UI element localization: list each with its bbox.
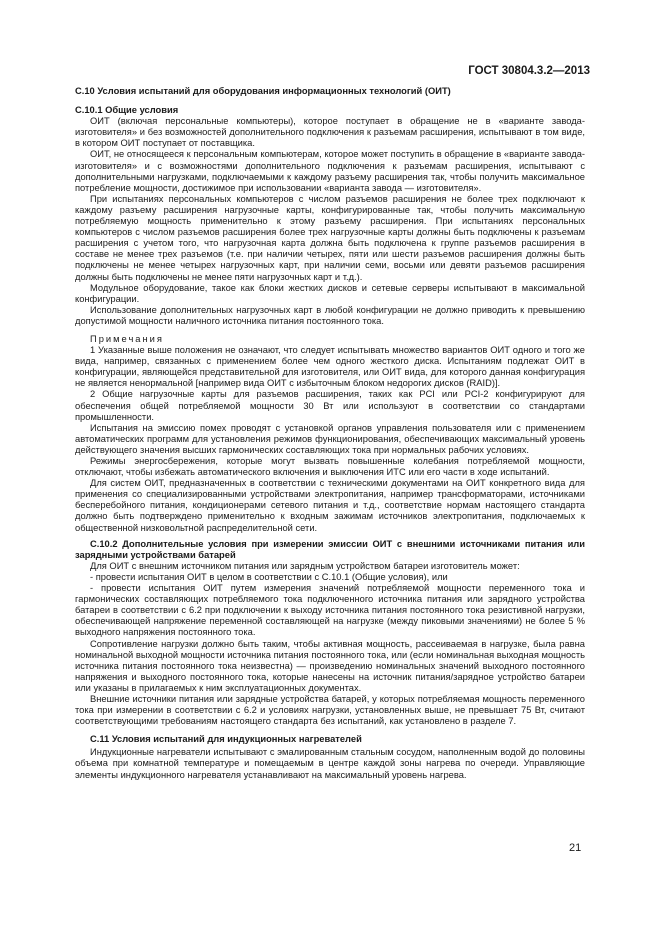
paragraph: ОИТ (включая персональные компьютеры), которое поступает в обращение не в «варианте завода-изготовителя» и без возможностей дополнительного подключения к разъемам расширения, испытывают в том виде, в котором ОИТ поступает от поставщика. <box>75 116 585 149</box>
list-item: - провести испытания ОИТ в целом в соответствии с С.10.1 (Общие условия), или <box>90 571 448 582</box>
paragraph: Для систем ОИТ, предназначенных в соответствии с техническими документами на ОИТ конкретного вида для применения со специализированными устройствами электропитания, например трансформаторами, источниками бесперебойного питания, кондиционерами сетевого питания и т.д., соответствие нормам настоящего стандарта должно быть подтверждено применительно к входным зажимам источников электропитания, подключаемых к общественной низковольтной распределительной сети. <box>75 478 585 533</box>
section-heading-c10-2: С.10.2 Дополнительные условия при измерении эмиссии ОИТ с внешними источниками питания или зарядными устройствами батарей <box>75 538 585 560</box>
document-body <box>75 86 585 781</box>
paragraph: Использование дополнительных нагрузочных карт в любой конфигурации не должно приводить к превышению допустимой мощности наличного источника питания постоянного тока. <box>75 304 585 326</box>
paragraph: Модульное оборудование, такое как блоки жестких дисков и сетевые серверы испытывают в максимальной конфигурации. <box>75 282 585 304</box>
notes-title: Примечания <box>90 333 164 344</box>
paragraph: Режимы энергосбережения, которые могут вызвать повышенные колебания потребляемой мощности, отключают, чтобы избежать автоматического включения и выключения ИТС или его части в ходе испытаний. <box>75 456 585 478</box>
section-heading-c10-1: С.10.1 Общие условия <box>75 105 179 116</box>
paragraph: Сопротивление нагрузки должно быть таким, чтобы активная мощность, рассеиваемая в нагрузке, была равна номинальной выходной мощности источника питания постоянного тока, или (если номинальная выходная мощность источника питания постоянного тока неизвестна) — произведению номинальных значений выходного постоянного напряжения и выходного постоянного тока, которые нанесены на источник питания/зарядное устройство батареи или указаны в прилагаемых к ним эксплуатационных документах. <box>75 638 585 693</box>
paragraph: Индукционные нагреватели испытывают с эмалированным стальным сосудом, наполненным водой до половины объема при комнатной температуре и помещаемым в центре каждой зоны нагрева по очереди. Управляющие элементы индукционного нагревателя устанавливают на максимальный уровень нагрева. <box>75 747 585 780</box>
section-heading-c11: С.11 Условия испытаний для индукционных нагревателей <box>90 734 362 745</box>
paragraph: Для ОИТ с внешним источником питания или зарядным устройством батареи изготовитель может: <box>90 560 520 571</box>
paragraph: При испытаниях персональных компьютеров с числом разъемов расширения не более трех подключают к каждому разъему расширения нагрузочные карты, конфигурированные так, чтобы получить максимальную потребляемую мощность применительно к этому разъему расширения. При испытаниях персональных компьютеров с числом разъемов расширения более трех нагрузочные карты должны быть подключены к разъемам расширения с учетом того, что нагрузочная карта должна быть подключена к группе разъемов расширения в составе не менее трех разъемов (т.е. при наличии четырех, пяти или шести разъемов расширения должны быть подключены не менее четырех нагрузочных карт, при наличии семи, восьми или девяти разъемов расширения должны быть подключены не менее пяти нагрузочных карт и т.д.). <box>75 193 585 282</box>
note-paragraph: 1 Указанные выше положения не означают, что следует испытывать множество вариантов ОИТ одного и того же вида, например, связанных с применением более чем одного жесткого диска. Испытаниям подлежат ОИТ в конфигурации, являющейся представительной для изготовителя, или ОИТ вида, для которого данная конфигурация не является ненормальной [например вида ОИТ с избыточным блоком недорогих дисков (RAID)]. <box>75 345 585 389</box>
standard-code-header: ГОСТ 30804.3.2—2013 <box>468 65 590 77</box>
paragraph: Испытания на эмиссию помех проводят с установкой органов управления пользователя или с применением автоматических программ для установления режимов функционирования, обеспечивающих максимальный уровень действующего значения высших гармонических составляющих тока при нормальных рабочих условиях. <box>75 422 585 455</box>
paragraph: Внешние источники питания или зарядные устройства батарей, у которых потребляемая мощность переменного тока при измерении в соответствии с 6.2 и условиях нагрузки, установленных выше, не превышает 75 Вт, считают соответствующими требованиям настоящего стандарта без испытаний, как установлено в разделе 7. <box>75 693 585 727</box>
note-paragraph: 2 Общие нагрузочные карты для разъемов расширения, таких как PCI или PCI-2 конфигурируют для обеспечения общей потребляемой мощности 30 Вт или используют в соответствии со стандартами промышленности. <box>75 389 585 422</box>
list-item: - провести испытания ОИТ путем измерения значений потребляемой мощности переменного тока и гармонических составляющих потребляемого тока подключенного источника питания или зарядного устройства батареи в соответствии с 6.2 при подключении к выходу источника питания постоянного тока резистивной нагрузки, обеспечивающей напряжение переменной составляющей на нагрузке (между пиковыми значениями) не более 5 % выходного напряжения постоянного тока. <box>75 583 585 638</box>
paragraph: ОИТ, не относящееся к персональным компьютерам, которое может поступить в обращение в «варианте завода-изготовителя» и с возможностями дополнительного подключения к разъемам расширения, испытывают с дополнительными нагрузками, подключаемыми к каждому разъему расширения так, чтобы получить максимальное потребление мощности, достижимое при использовании «варианта завода — изготовителя». <box>75 149 585 193</box>
page-number: 21 <box>569 842 582 854</box>
section-heading-c10: С.10 Условия испытаний для оборудования информационных технологий (ОИТ) <box>75 86 451 96</box>
